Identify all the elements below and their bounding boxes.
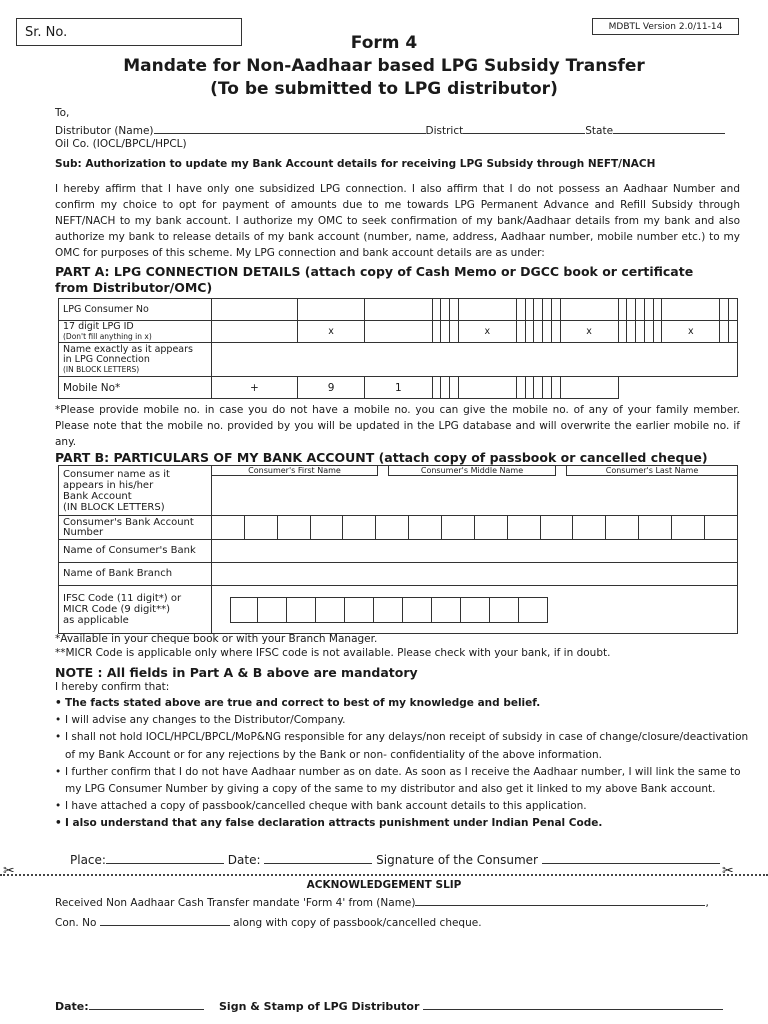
cell[interactable] xyxy=(441,377,450,399)
cell[interactable] xyxy=(729,299,738,321)
sr-no-label: Sr. No. xyxy=(25,25,68,40)
last-name-label: Consumer's Last Name xyxy=(566,466,737,476)
declaration-item: • I also understand that any false declaration attracts punishment under Indian Penal Code. xyxy=(55,815,750,832)
ifsc-box[interactable] xyxy=(374,597,403,623)
cell[interactable] xyxy=(653,321,662,343)
cell[interactable] xyxy=(516,321,525,343)
ifsc-row xyxy=(59,586,738,634)
version-label: MDBTL Version 2.0/11-14 xyxy=(592,18,739,35)
date-field[interactable] xyxy=(264,852,372,864)
cell[interactable] xyxy=(644,321,653,343)
consumer-no-label: LPG Consumer No xyxy=(59,299,212,321)
lpg-id-label: 17 digit LPG ID xyxy=(63,320,134,332)
mobile-row xyxy=(59,377,738,399)
cell[interactable] xyxy=(343,516,376,540)
cell[interactable] xyxy=(450,299,459,321)
bank-name-label-cell xyxy=(59,466,212,516)
branch-field[interactable] xyxy=(212,563,738,586)
ifsc-box[interactable] xyxy=(287,597,316,623)
cell[interactable] xyxy=(376,516,409,540)
cell[interactable] xyxy=(441,321,450,343)
cheque-note: *Available in your cheque book or with your Branch Manager. xyxy=(55,633,378,645)
cell[interactable] xyxy=(720,299,729,321)
ifsc-box[interactable] xyxy=(316,597,345,623)
bank-name-line4: (IN BLOCK LETTERS) xyxy=(63,501,165,513)
con-no-label: Con. No xyxy=(55,917,97,929)
account-row xyxy=(59,516,738,540)
cell[interactable] xyxy=(450,377,459,399)
part-b-table xyxy=(58,465,738,634)
ifsc-box[interactable] xyxy=(432,597,461,623)
ack-date-field[interactable] xyxy=(89,998,204,1010)
cell[interactable] xyxy=(458,299,516,321)
cell[interactable] xyxy=(627,299,636,321)
cell[interactable] xyxy=(551,377,560,399)
declaration-item: • I further confirm that I do not have Aadhaar number as on date. As soon as I receive the Aadhaar number, I will link the same to my LPG Consumer Number by giving a copy of the same to my distributor and also get it linked to my above Bank account. xyxy=(55,764,750,798)
cell[interactable] xyxy=(409,516,442,540)
cell[interactable] xyxy=(516,377,525,399)
nine-cell: 9 xyxy=(297,377,364,399)
cell[interactable] xyxy=(507,516,540,540)
cell[interactable] xyxy=(525,321,534,343)
to-label: To, xyxy=(55,107,70,119)
bank-name-line2: appears in his/her xyxy=(63,479,154,491)
form-title: Mandate for Non-Aadhaar based LPG Subsidy Transfer xyxy=(123,56,645,76)
cell[interactable] xyxy=(653,299,662,321)
cell[interactable] xyxy=(297,299,364,321)
cell[interactable] xyxy=(534,321,543,343)
signature-row xyxy=(70,852,720,867)
cell[interactable] xyxy=(244,516,277,540)
cell[interactable] xyxy=(442,516,475,540)
account-label-cell xyxy=(59,516,212,540)
cell[interactable] xyxy=(606,516,639,540)
micr-note: **MICR Code is applicable only where IFSC code is not available. Please check with your bank, if in doubt. xyxy=(55,647,611,659)
state-label: State xyxy=(585,125,614,137)
part-b-heading: PART B: PARTICULARS OF MY BANK ACCOUNT (attach copy of passbook or cancelled cheque) xyxy=(55,450,708,465)
cell[interactable] xyxy=(639,516,672,540)
ack-con-row xyxy=(55,914,482,929)
lpg-id-label-cell xyxy=(59,321,212,343)
lpg-name-line3: (IN BLOCK LETTERS) xyxy=(63,364,140,374)
lpg-name-row xyxy=(59,343,738,377)
lpg-id-note: (Don't fill anything in x) xyxy=(63,331,152,341)
cell[interactable] xyxy=(441,299,450,321)
ack-comma: , xyxy=(705,897,709,909)
scissors-icon: ✂ xyxy=(722,863,734,879)
x-cell: x xyxy=(458,321,516,343)
oil-co-label: Oil Co. (IOCL/BPCL/HPCL) xyxy=(55,138,187,150)
cell[interactable] xyxy=(525,299,534,321)
cell[interactable] xyxy=(662,299,720,321)
bank-row xyxy=(59,540,738,563)
declaration-item: • I will advise any changes to the Distributor/Company. xyxy=(55,712,750,729)
distributor-row xyxy=(55,122,725,137)
place-label: Place: xyxy=(70,853,106,867)
x-cell: x xyxy=(560,321,618,343)
lpg-name-label-cell xyxy=(59,343,212,377)
cell[interactable] xyxy=(720,321,729,343)
one-cell: 1 xyxy=(365,377,432,399)
cell[interactable] xyxy=(534,299,543,321)
lpg-name-field[interactable] xyxy=(212,343,738,377)
cell[interactable] xyxy=(432,299,441,321)
cell[interactable] xyxy=(310,516,343,540)
ifsc-field xyxy=(212,586,738,634)
cell[interactable] xyxy=(516,299,525,321)
stamp-label: Sign & Stamp of LPG Distributor xyxy=(219,1000,420,1013)
cell[interactable] xyxy=(644,299,653,321)
ack-received-row xyxy=(55,894,709,909)
cell[interactable] xyxy=(474,516,507,540)
ifsc-box[interactable] xyxy=(258,597,287,623)
form-number: Form 4 xyxy=(350,33,418,53)
lpg-name-line2: in LPG Connection xyxy=(63,353,150,365)
distributor-label: Distributor (Name) xyxy=(55,125,154,137)
spacer xyxy=(618,377,737,399)
distributor-name-field[interactable] xyxy=(154,122,426,134)
declaration-item: • I shall not hold IOCL/HPCL/BPCL/MoP&NG responsible for any delays/non receipt of subsidy in case of change/closure/deactivation of my Bank Account or for any rejections by the Bank or non- confidentiality of the above information. xyxy=(55,729,750,763)
x-cell: x xyxy=(297,321,364,343)
branch-row xyxy=(59,563,738,586)
stamp-field[interactable] xyxy=(423,998,723,1010)
middle-name-label: Consumer's Middle Name xyxy=(388,466,556,476)
consumer-no-row xyxy=(59,299,738,321)
cell[interactable] xyxy=(365,299,432,321)
declaration-item: • I have attached a copy of passbook/cancelled cheque with bank account details to this application. xyxy=(55,798,750,815)
state-field[interactable] xyxy=(613,122,725,134)
cell[interactable] xyxy=(704,516,737,540)
cell[interactable] xyxy=(543,299,552,321)
x-cell: x xyxy=(662,321,720,343)
cut-line xyxy=(0,874,768,876)
cell[interactable] xyxy=(551,321,560,343)
cell[interactable] xyxy=(450,321,459,343)
ack-sign-row xyxy=(55,998,723,1013)
account-line1: Consumer's Bank Account xyxy=(63,516,194,528)
plus-cell: + xyxy=(212,377,298,399)
ack-date-label: Date: xyxy=(55,1000,89,1013)
bank-name-row xyxy=(59,466,738,516)
account-line2: Number xyxy=(63,526,104,538)
district-label: District xyxy=(425,125,464,137)
cell[interactable] xyxy=(277,516,310,540)
ifsc-box[interactable] xyxy=(519,597,548,623)
cell[interactable] xyxy=(534,377,543,399)
cell[interactable] xyxy=(551,299,560,321)
cell[interactable] xyxy=(672,516,705,540)
lpg-id-row xyxy=(59,321,738,343)
con-no-field[interactable] xyxy=(100,914,230,926)
cell[interactable] xyxy=(627,321,636,343)
cell[interactable] xyxy=(212,516,245,540)
cell[interactable] xyxy=(636,321,645,343)
form-subtitle: (To be submitted to LPG distributor) xyxy=(210,79,558,99)
ack-title: ACKNOWLEDGEMENT SLIP xyxy=(306,879,462,891)
cell[interactable] xyxy=(543,321,552,343)
bank-field[interactable] xyxy=(212,540,738,563)
scissors-icon: ✂ xyxy=(3,863,15,879)
ifsc-line2: MICR Code (9 digit**) xyxy=(63,604,170,615)
along-label: along with copy of passbook/cancelled cheque. xyxy=(233,917,482,929)
part-a-table xyxy=(58,298,738,399)
cell[interactable] xyxy=(212,321,298,343)
cell[interactable] xyxy=(573,516,606,540)
cell[interactable] xyxy=(432,377,441,399)
declaration-item: • The facts stated above are true and correct to best of my knowledge and belief. xyxy=(55,695,750,712)
ack-name-field[interactable] xyxy=(415,894,705,906)
cell[interactable] xyxy=(729,321,738,343)
cell[interactable] xyxy=(543,377,552,399)
lpg-name-line1: Name exactly as it appears xyxy=(63,343,193,355)
declaration-list xyxy=(55,695,750,833)
cell[interactable] xyxy=(618,299,627,321)
date-label: Date: xyxy=(227,853,261,867)
branch-label: Name of Bank Branch xyxy=(59,563,212,586)
cell[interactable] xyxy=(560,299,618,321)
part-a-heading-2: from Distributor/OMC) xyxy=(55,280,213,295)
cell[interactable] xyxy=(540,516,573,540)
mobile-note: *Please provide mobile no. in case you do not have a mobile no. you can give the mobile no. of any of your family member. Please note that the mobile no. provided by you will be updated in the LPG database and will overwrite the earlier mobile no. if any. xyxy=(55,404,740,448)
bank-name-field[interactable] xyxy=(212,466,738,516)
cell[interactable] xyxy=(212,299,298,321)
place-field[interactable] xyxy=(106,852,224,864)
ifsc-box[interactable] xyxy=(490,597,519,623)
first-name-label: Consumer's First Name xyxy=(212,466,378,476)
cell[interactable] xyxy=(365,321,432,343)
cell[interactable] xyxy=(636,299,645,321)
subject-line: Sub: Authorization to update my Bank Account details for receiving LPG Subsidy through NEFT/NACH xyxy=(55,158,656,170)
intro-paragraph: I hereby affirm that I have only one subsidized LPG connection. I also affirm that I do not possess an Aadhaar Number and confirm my choice to opt for payment of amounts due to me towards LPG Permanent Advance and Refill Subsidy through NEFT/NACH to my bank account. I authorize my OMC to seek confirmation of my bank/Aadhaar details from my bank and also authorize my bank to release details of my bank account (number, name, address, Aadhaar number, mobile number etc.) to my OMC for purposes of this scheme. My LPG connection and bank account details are as under: xyxy=(55,183,740,259)
cell[interactable] xyxy=(618,321,627,343)
cell[interactable] xyxy=(432,321,441,343)
part-a-heading-1: PART A: LPG CONNECTION DETAILS (attach copy of Cash Memo or DGCC book or certificate xyxy=(55,264,694,279)
ifsc-box[interactable] xyxy=(461,597,490,623)
bank-name-line3: Bank Account xyxy=(63,490,132,502)
confirm-label: I hereby confirm that: xyxy=(55,681,170,693)
cell[interactable] xyxy=(525,377,534,399)
ifsc-box[interactable] xyxy=(345,597,374,623)
ifsc-box[interactable] xyxy=(230,597,258,623)
mandatory-note: NOTE : All fields in Part A & B above are mandatory xyxy=(55,665,418,680)
cell[interactable] xyxy=(458,377,516,399)
ifsc-label-cell xyxy=(59,586,212,634)
cell[interactable] xyxy=(560,377,618,399)
ifsc-box[interactable] xyxy=(403,597,432,623)
district-field[interactable] xyxy=(463,122,585,134)
ifsc-line1: IFSC Code (11 digit*) or xyxy=(63,593,182,604)
bank-name-line1: Consumer name as it xyxy=(63,468,170,480)
signature-field[interactable] xyxy=(542,852,720,864)
bank-label: Name of Consumer's Bank xyxy=(59,540,212,563)
mobile-label: Mobile No* xyxy=(59,377,212,399)
ifsc-line3: as applicable xyxy=(63,615,129,626)
ack-received-label: Received Non Aadhaar Cash Transfer mandate 'Form 4' from (Name) xyxy=(55,897,416,909)
signature-label: Signature of the Consumer xyxy=(376,853,538,867)
